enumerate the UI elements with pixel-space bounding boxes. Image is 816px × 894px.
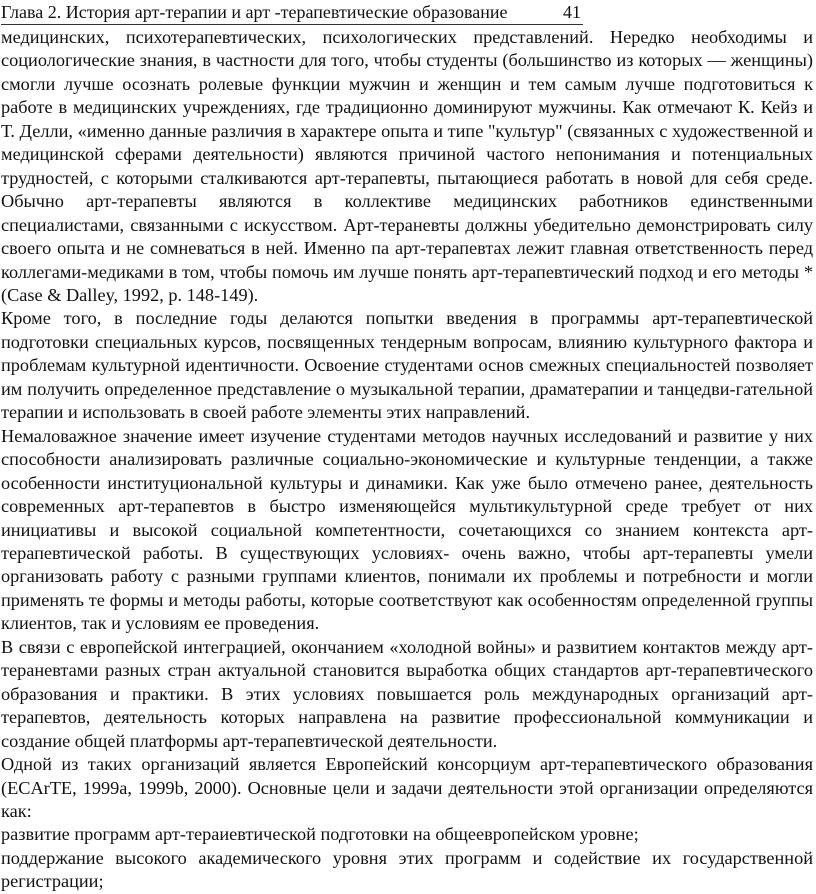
running-title: Глава 2. История арт-терапии и арт -терапевтические образование	[1, 2, 508, 22]
list-item: развитие программ арт-тераиевтической подготовки на общеевропейском уровне;	[1, 824, 639, 845]
paragraph: В связи с европейской интеграцией, окончанием «холодной войны» и развитием контактов между арт-тераневтами разных стран актуальной становится выработка общих стандартов арт-терапевтического образования и практики. В этих условиях повышается роль международных организаций арт-терапевтов, деятельность которых направлена на развитие профессиональной коммуникации и создание общей платформы арт-терапевтической деятельности.	[1, 636, 813, 751]
list-item: поддержание высокого академического уровня этих программ и содействие их государственной регистрации;	[1, 847, 813, 892]
paragraph: Немаловажное значение имеет изучение студентами методов научных исследований и развитие у них способности анализировать различные социально-экономические и культурные тенденции, а также особенности институциональной культуры и динамики. Как уже было отмечено ранее, деятельность современных арт-терапевтов в быстро изменяющейся мультикультурной среде требует от них инициативы и высокой социальной компетентности, сочетающихся со знанием контекста арт-терапевтической работы. В существующих условиях- очень важно, чтобы арт-терапевты умели организовать работу с разными группами клиентов, понимали их проблемы и потребности и могли применять те формы и методы работы, которые соответствуют как особенностям определенной группы клиентов, так и условиям ее проведения.	[1, 425, 813, 634]
paragraph: Одной из таких организаций является Европейский консорциум арт-терапевтического образования (ECArTE, 1999a, 1999b, 2000). Основные цели и задачи деятельности этой организации определяются как:	[1, 754, 813, 821]
header-rule	[1, 24, 583, 25]
body-text	[1, 26, 813, 894]
running-header	[1, 2, 583, 26]
paragraph: Кроме того, в последние годы делаются попытки введения в программы арт-терапевтической подготовки специальных курсов, посвященных тендерным вопросам, влиянию культурного фактора и проблемам культурной идентичности. Освоение студентами основ смежных специальностей позволяет им получить определенное представление о музыкальной терапии, драматерапии и танцедви-гательной терапии и использовать в своей работе элементы этих направлений.	[1, 308, 813, 423]
paragraph: медицинских, психотерапевтических, психологических представлений. Нередко необходимы и социологические знания, в частности для того, чтобы студенты (большинство из которых — женщины) смогли лучше осознать ролевые функции мужчин и женщин и тем самым лучше подготовиться к работе в медицинских учреждениях, где традиционно доминируют мужчины. Как отмечают К. Кейз и Т. Делли, «именно данные различия в характере опыта и типе "культур" (связанных с художественной и медицинской сферами деятельности) являются причиной частого непонимания и потенциальных трудностей, с которыми сталкиваются арт-терапевты, пытающиеся работать в новой для себя среде. Обычно арт-терапевты являются в коллективе медицинских работников единственными специалистами, связанными с искусством. Арт-тераневты должны убедительно демонстрировать силу своего опыта и не сомневаться в ней. Именно па арт-терапевтах лежит главная ответственность перед коллегами-медиками в том, чтобы помочь им лучше понять арт-терапевтический подход и его методы * (Case & Dalley, 1992, p. 148-149).	[1, 27, 813, 305]
page-number: 41	[563, 2, 581, 22]
